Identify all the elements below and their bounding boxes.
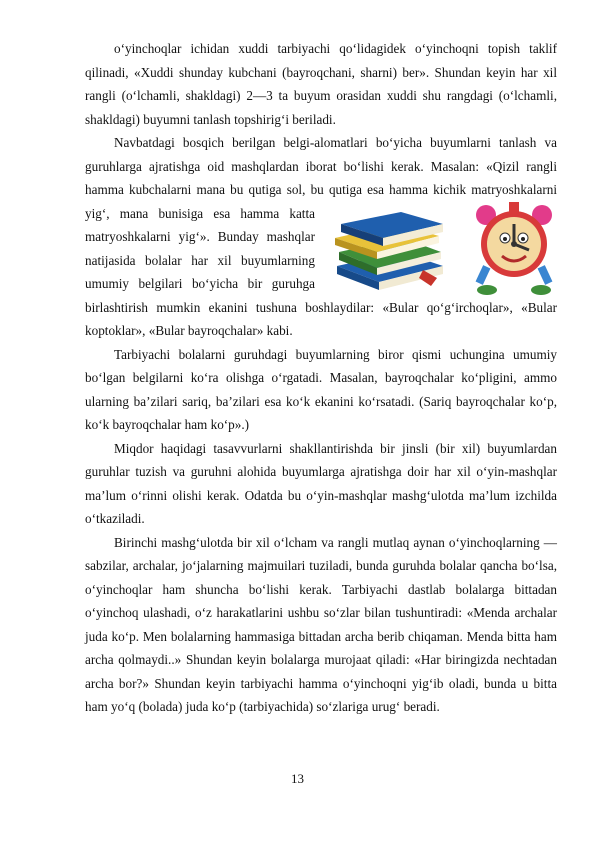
page-number: 13 bbox=[291, 771, 304, 786]
paragraph-2-part-2: matryoshkalarni yig‘, mana bunisiga esa hamma katta matryoshkalarni yig‘». Bunday mashqlar natijasida bolalar har xil buyumlarning umumiy belgilari bo‘yicha bir guruhga birlashtirish mumkin ekanini tushuna boshlaydilar: «Bular qo‘g‘irchoqlar», «Bular koptoklar», «Bular bayroqchalar» kabi. bbox=[85, 182, 557, 338]
cartoon-alarm-clock-icon bbox=[469, 200, 559, 296]
stack-of-books-icon bbox=[331, 208, 449, 292]
paragraph-2 bbox=[85, 131, 557, 343]
paragraph-1: o‘yinchoqlar ichidan xuddi tarbiyachi qo‘lidagidek o‘yinchoqni topish taklif qilinadi, «Xuddi shunday kubchani (bayroqchani, sharni) ber». Shundan keyin har xil rangli (o‘lchamli, shakldagi) 2—3 ta buyum orasidan xuddi shu rangdagi (o‘lchamli, shakldagi) buyumni tanlash topshirig‘i beriladi. bbox=[85, 41, 557, 127]
illustration bbox=[331, 208, 557, 294]
paragraph-3: Tarbiyachi bolalarni guruhdagi buyumlarning biror qismi uchungina umumiy bo‘lgan belgilarni ko‘ra olishga o‘rgatadi. Masalan, bayroqchalar ko‘pligini, ammo ularning ba’zilari sariq, ba’zilari esa ko‘k ekanini ko‘rsatadi. (Sariq bayroqchalar ko‘p, ko‘k bayroqchalar ham ko‘p».) bbox=[85, 346, 557, 432]
paragraph-5: Birinchi mashg‘ulotda bir xil o‘lcham va rangli mutlaq aynan o‘yinchoqlarning — sabzilar, archalar, jo‘jalarning majmuilari tuziladi, bunda guruhda bolalar qancha bo‘lsa, o‘yinchoqlar ham shuncha bo‘lishi kerak. Tarbiyachi dastlab bolalarga bittadan o‘yinchoq ulashadi, o‘z harakatlarini ushbu so‘zlar bilan tushuntiradi: «Menda archalar juda ko‘p. Men bolalarning hammasiga bittadan archa berib chiqaman. Menda bitta ham archa qolmaydi..» Shundan keyin bolalarga murojaat qiladi: «Har biringizda nechtadan archa bor?» Shundan keyin tarbiyachi hamma o‘yinchoqni yig‘ib oladi, bunda u bitta ham yo‘q (bolada) juda ko‘p (tarbiyachida) so‘zlariga urug‘ beradi. bbox=[85, 534, 557, 714]
paragraph-4: Miqdor haqidagi tasavvurlarni shakllantirishda bir jinsli (bir xil) buyumlardan guruhlar tuzish va guruhni alohida buyumlarga ajratishga doir har xil o‘yin-mashqlar ma’lum o‘rinni olishi kerak. Odatda bu o‘yin-mashqlar mashg‘ulotda ma’lum izchilda o‘tkaziladi. bbox=[85, 440, 557, 526]
paragraph-2-part-1: Navbatdagi bosqich berilgan belgi-alomatlari bo‘yicha buyumlarni tanlash va guruhlarga ajratishga oid mashqlardan iborat bo‘lishi kerak. Masalan: «Qizil rangli hamma kubchalarni mana bu qutiga sol, bu qutiga esa hamma kichik bbox=[85, 135, 557, 197]
body-text bbox=[85, 37, 557, 719]
